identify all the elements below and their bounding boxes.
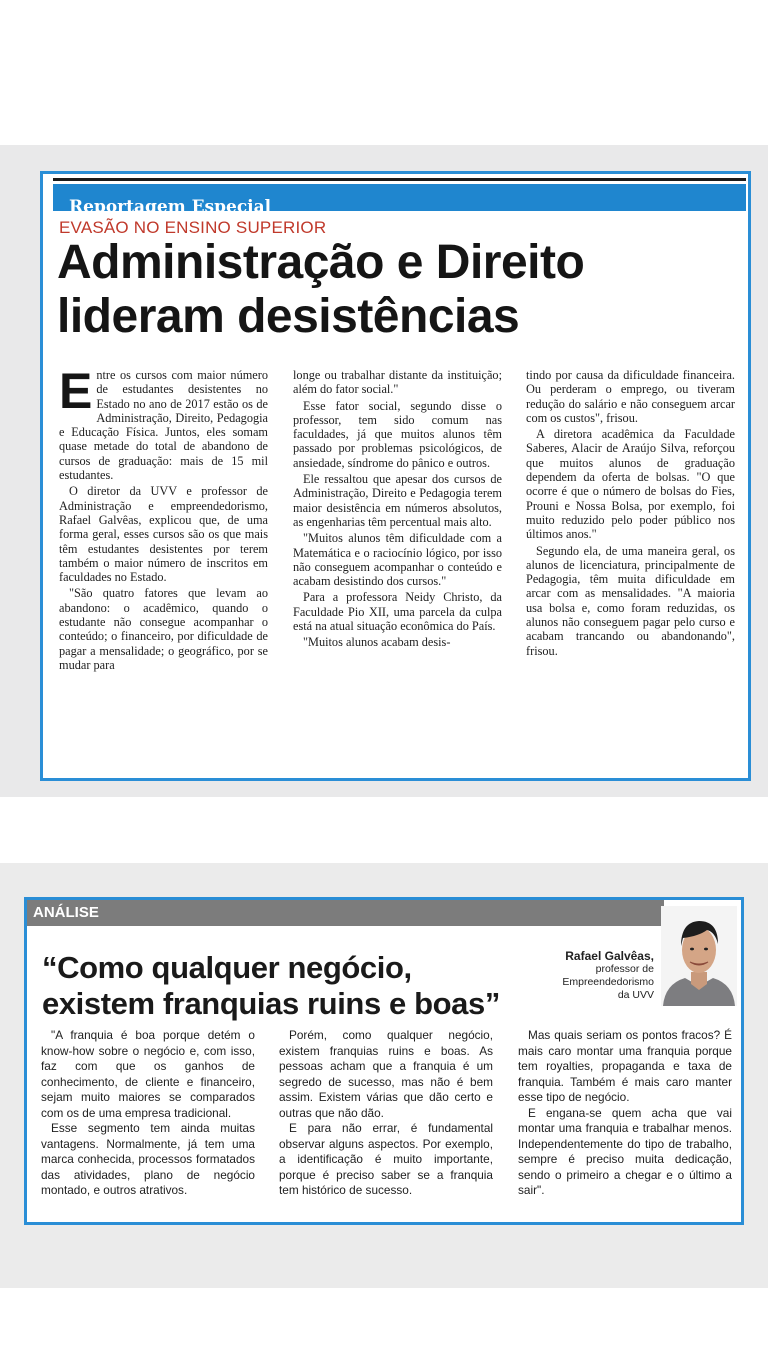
paragraph: Segundo ela, de uma maneira geral, os alunos de licenciatura, principalmente de Pedagogia, têm muita dificuldade em arcar com as mensalidades. "A maioria usa bolsa e, como foram reduzidas, os alunos não conseguem pagar pelo curso e acabam trancando ou abandonando", frisou. <box>526 543 735 658</box>
headline-line-2: existem franquias ruins e boas” <box>42 986 500 1021</box>
article-body <box>59 368 739 768</box>
paragraph: Mas quais seriam os pontos fracos? É mais caro montar uma franquia porque tem royalties, propaganda e taxa de franquia. Também é mais caro manter esse tipo de negócio. <box>518 1028 732 1104</box>
byline-role: professor de <box>595 963 654 975</box>
article-column-3 <box>526 368 735 660</box>
paragraph: longe ou trabalhar distante da instituição; além do fator social." <box>293 368 502 397</box>
kicker-bar <box>53 184 746 217</box>
analysis-frame <box>24 897 744 1225</box>
top-rule <box>53 178 746 181</box>
headline <box>57 236 737 344</box>
analysis-column-2 <box>279 1028 493 1199</box>
portrait-photo <box>661 906 737 1006</box>
byline-role: Empreendedorismo <box>562 976 654 988</box>
analysis-column-3 <box>518 1028 732 1199</box>
headline-line-1: “Como qualquer negócio, <box>42 950 412 985</box>
paragraph: "Muitos alunos têm dificuldade com a Matemática e o raciocínio lógico, por isso não conseguem acompanhar o conteúdo e acabam desistindo dos cursos." <box>293 531 502 589</box>
paragraph: O diretor da UVV e professor de Administração e empreendedorismo, Rafael Galvêas, explicou que, de uma forma geral, esses cursos são os que mais têm estudantes desistentes por terem também o maior número de inscritos em faculdades no Estado. <box>59 484 268 585</box>
analysis-bar <box>27 900 664 926</box>
paragraph: Porém, como qualquer negócio, existem franquias ruins e boas. As pessoas acham que a franquia é um segredo de sucesso, mas não é bem assim. Existem várias que dão certo e outras que não dão. <box>279 1028 493 1120</box>
article-column-2 <box>293 368 502 652</box>
analysis-label: ANÁLISE <box>33 904 99 921</box>
portrait-icon <box>661 906 737 1006</box>
paragraph: tindo por causa da dificuldade financeira. Ou perderam o emprego, ou tiveram redução do salário e não conseguem arcar com os custos", frisou. <box>526 368 735 425</box>
analysis-column-1 <box>41 1028 255 1199</box>
paragraph: Esse fator social, segundo disse o professor, tem sido comum nas faculdades, já que muitos alunos têm passado por problemas psicológicos, de ansiedade, síndrome do pânico e outros. <box>293 398 502 470</box>
paragraph: "São quatro fatores que levam ao abandono: o acadêmico, quando o estudante não consegue acompanhar o conteúdo; o financeiro, por dificuldade de pagar a mensalidade; o geográfico, por se mudar para <box>59 586 268 672</box>
paragraph: Para a professora Neidy Christo, da Faculdade Pio XII, uma parcela da culpa está na atual situação econômica do País. <box>293 590 502 634</box>
kicker-label: Reportagem Especial <box>69 197 272 217</box>
article-frame <box>40 171 751 781</box>
paragraph: A diretora acadêmica da Faculdade Saberes, Alacir de Araújo Silva, reforçou que muitos alunos de graduação dependem da oferta de bolsas. "O que ocorre é que o número de bolsas do Fies, Prouni e Nossa Bolsa, por exemplo, foi muito reduzido pelo poder público nos últimos anos." <box>526 427 735 542</box>
headline-line-2: lideram desistências <box>57 290 520 343</box>
byline-name: Rafael Galvêas, <box>565 949 654 963</box>
paragraph: "Muitos alunos acabam desis- <box>303 635 451 650</box>
news-clipping-top <box>0 145 768 797</box>
paragraph: Esse segmento tem ainda muitas vantagens. Normalmente, já tem uma marca conhecida, processos formatados das atividades, plano de negócio montado, e outros atrativos. <box>41 1121 255 1197</box>
drop-cap: E <box>59 368 93 419</box>
paragraph: Ele ressaltou que apesar dos cursos de Administração, Direito e Pedagogia terem maior desistência em números absolutos, as engenharias têm percentual mais alto. <box>293 472 502 529</box>
byline <box>542 950 654 1002</box>
article-column-1 <box>59 368 268 674</box>
paragraph: E engana-se quem acha que vai montar uma franquia e trabalhar menos. Independentemente do tipo de trabalho, sempre é preciso muita dedicação, sendo o primeiro a chegar e o último a sair". <box>518 1105 732 1197</box>
paragraph: "A franquia é boa porque detém o know-how sobre o negócio e, com isso, faz com que os ganhos de conhecimento, de cliente e financeiro, sejam muito maiores se comparados com os de uma empresa tradicional. <box>41 1028 255 1120</box>
headline-line-1: Administração e Direito <box>57 236 585 289</box>
paragraph: Entre os cursos com maior número de estudantes desistentes no Estado no ano de 2017 estão os de Administração, Direito, Pedagogia e Educação Física. Juntos, eles somam quase metade do total de abandono de cursos de graduação: mais de 15 mil estudantes. <box>59 368 268 483</box>
analysis-headline <box>42 950 562 1022</box>
section-label: EVASÃO NO ENSINO SUPERIOR <box>59 218 327 237</box>
paragraph: E para não errar, é fundamental observar alguns aspectos. Por exemplo, a identificação é muito importante, porque é preciso saber se a franquia tem histórico de sucesso. <box>279 1121 493 1197</box>
news-clipping-bottom <box>0 863 768 1288</box>
analysis-body <box>41 1028 741 1216</box>
byline-role: da UVV <box>617 989 654 1001</box>
